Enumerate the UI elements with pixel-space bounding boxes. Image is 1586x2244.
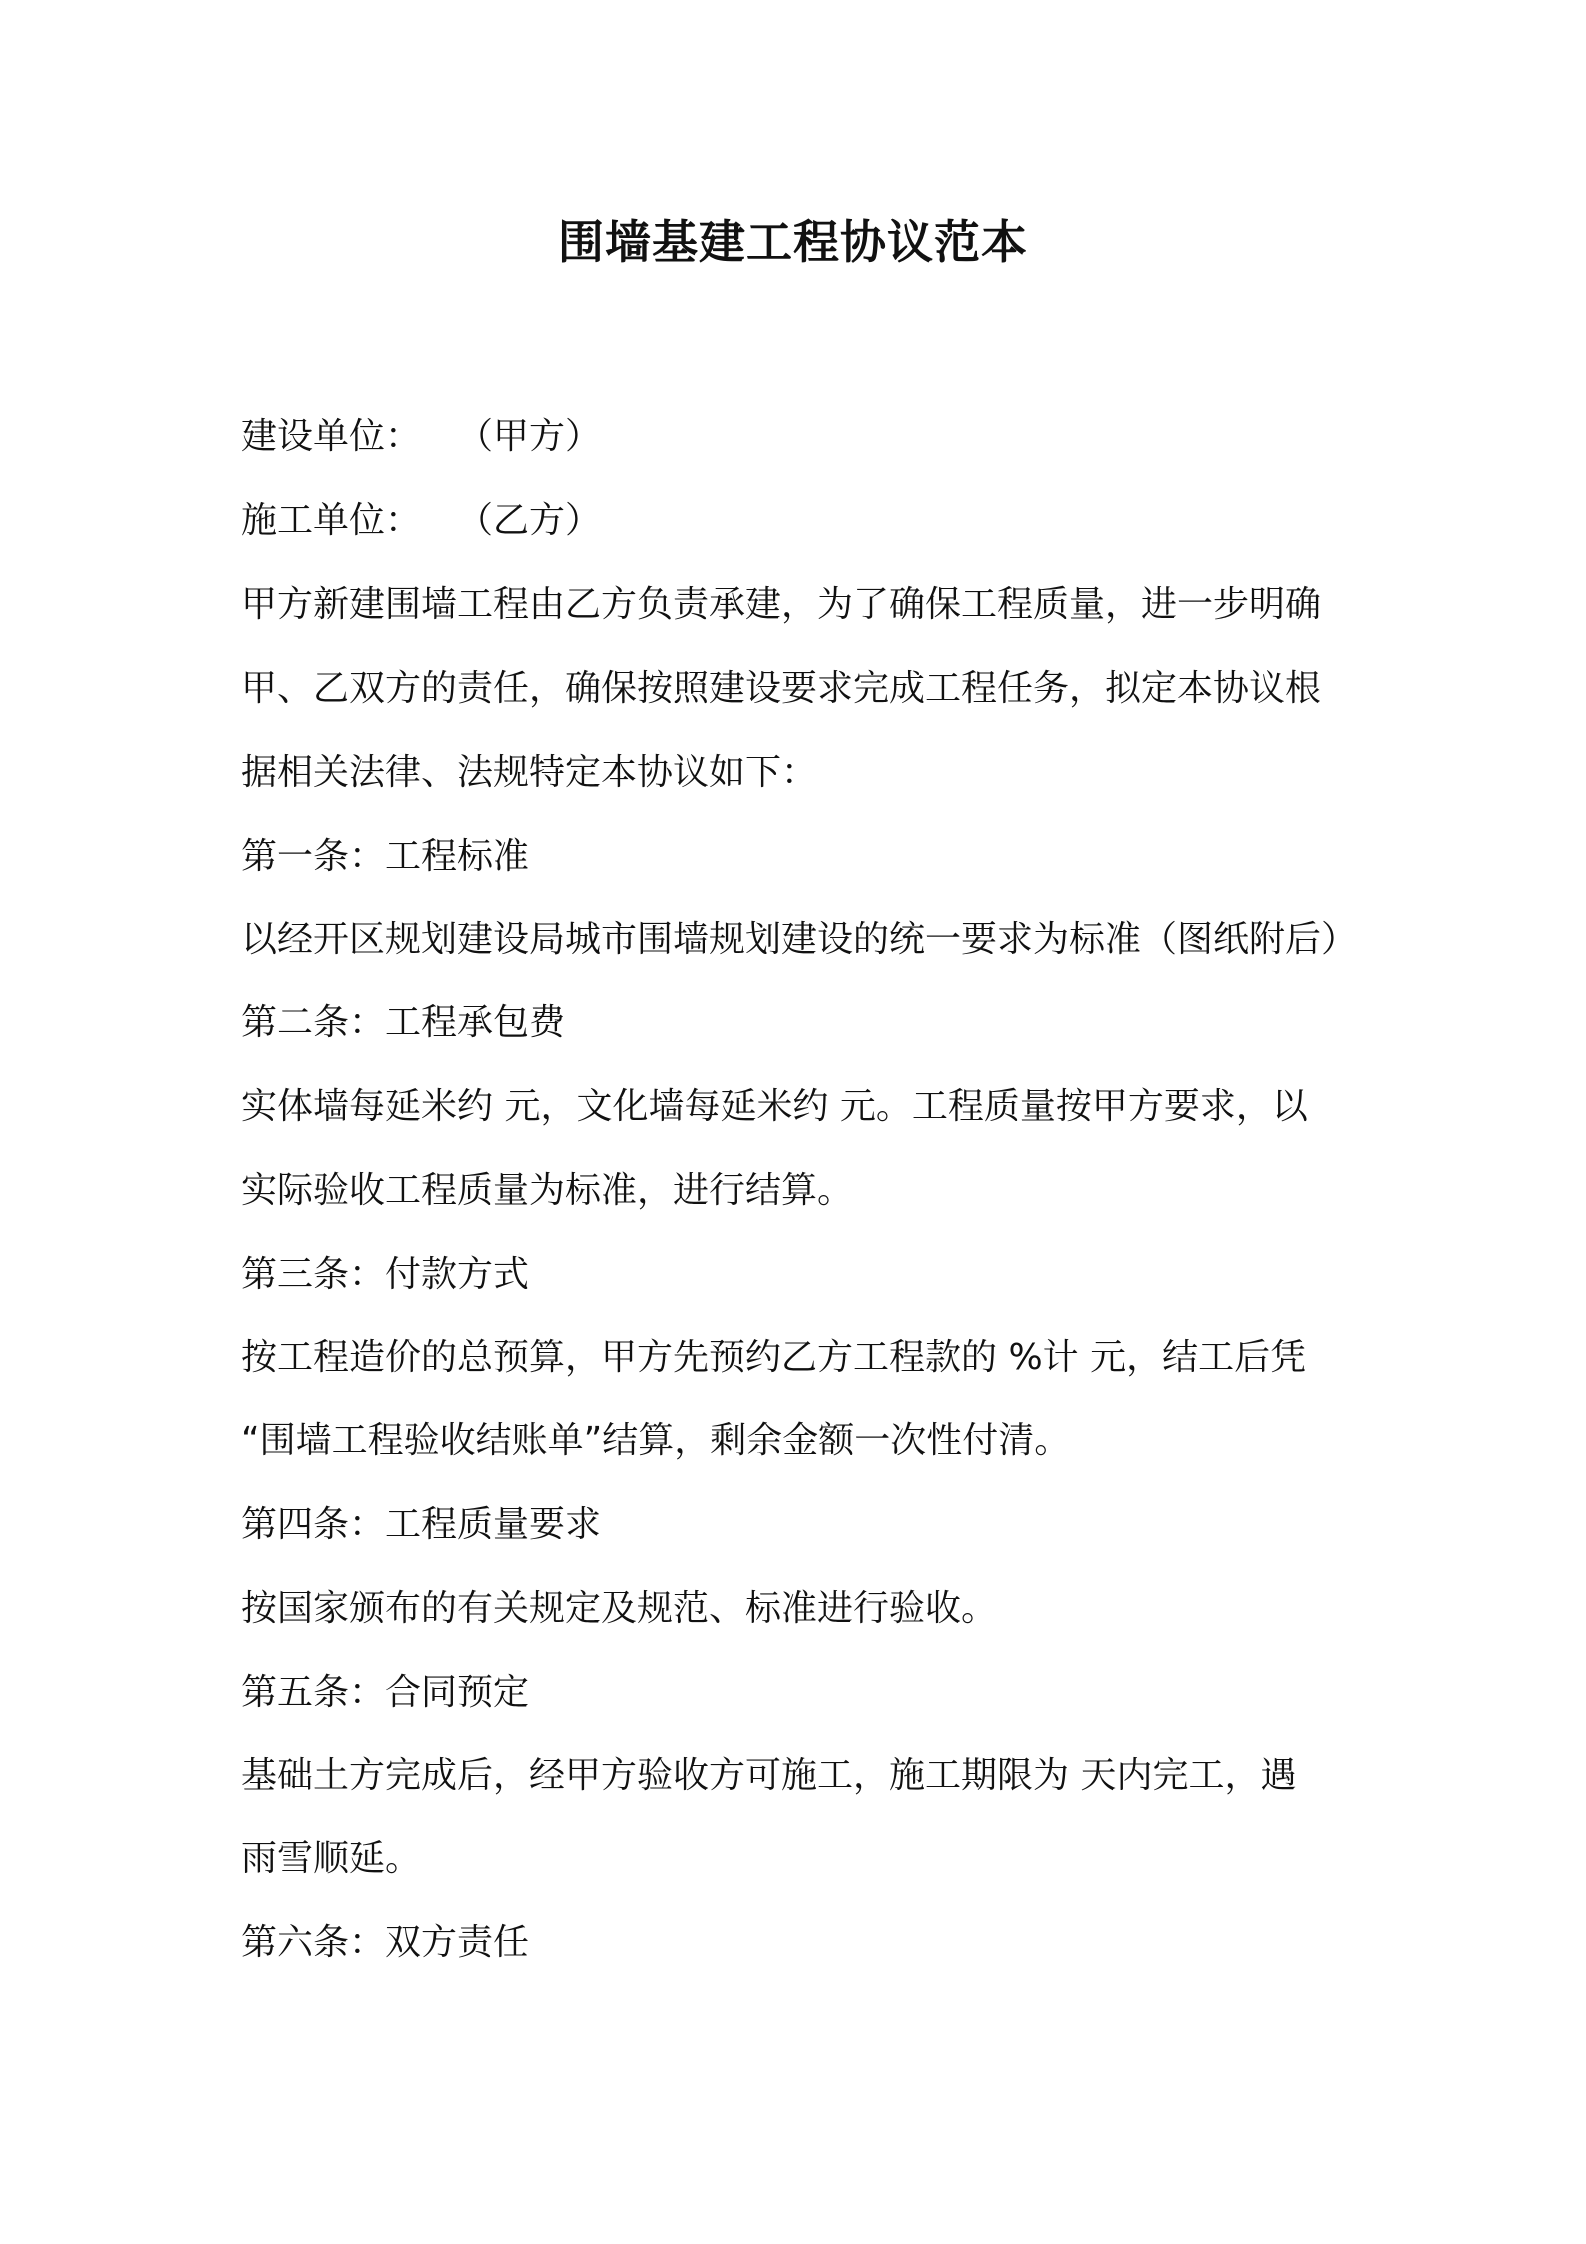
party-b-role: （乙方）	[457, 500, 602, 541]
intro-line: 甲、乙双方的责任，确保按照建设要求完成工程任务，拟定本协议根	[241, 668, 1322, 709]
party-a-label: 建设单位：	[241, 416, 422, 457]
article-1-body-line: 以经开区规划建设局城市围墙规划建设的统一要求为标准（图纸附后）	[241, 919, 1358, 960]
article-4-heading: 第四条：工程质量要求	[241, 1504, 602, 1545]
article-3-heading: 第三条：付款方式	[241, 1254, 530, 1295]
intro-line: 甲方新建围墙工程由乙方负责承建，为了确保工程质量，进一步明确	[241, 584, 1322, 625]
party-a-line	[241, 412, 601, 462]
article-6-heading: 第六条：双方责任	[241, 1922, 530, 1963]
party-b-label: 施工单位：	[241, 500, 422, 541]
article-3-body-line: 按工程造价的总预算，甲方先预约乙方工程款的 %计 元，结工后凭	[241, 1337, 1307, 1378]
document-title: 围墙基建工程协议范本	[558, 215, 1028, 269]
party-a-role: （甲方）	[457, 416, 602, 457]
article-2-heading: 第二条：工程承包费	[241, 1002, 566, 1043]
party-b-line	[241, 496, 601, 546]
article-4-body-line: 按国家颁布的有关规定及规范、标准进行验收。	[241, 1588, 998, 1629]
intro-line: 据相关法律、法规特定本协议如下：	[241, 752, 818, 793]
article-1-heading: 第一条：工程标准	[241, 836, 530, 877]
article-3-body-line: “围墙工程验收结账单”结算，剩余金额一次性付清。	[241, 1420, 1071, 1461]
article-5-body-line: 雨雪顺延。	[241, 1838, 422, 1879]
article-2-body-line: 实体墙每延米约 元，文化墙每延米约 元。工程质量按甲方要求，以	[241, 1086, 1308, 1127]
article-5-body-line: 基础土方完成后，经甲方验收方可施工，施工期限为 天内完工，遇	[241, 1755, 1297, 1796]
article-2-body-line: 实际验收工程质量为标准，进行结算。	[241, 1170, 854, 1211]
article-5-heading: 第五条：合同预定	[241, 1672, 530, 1713]
